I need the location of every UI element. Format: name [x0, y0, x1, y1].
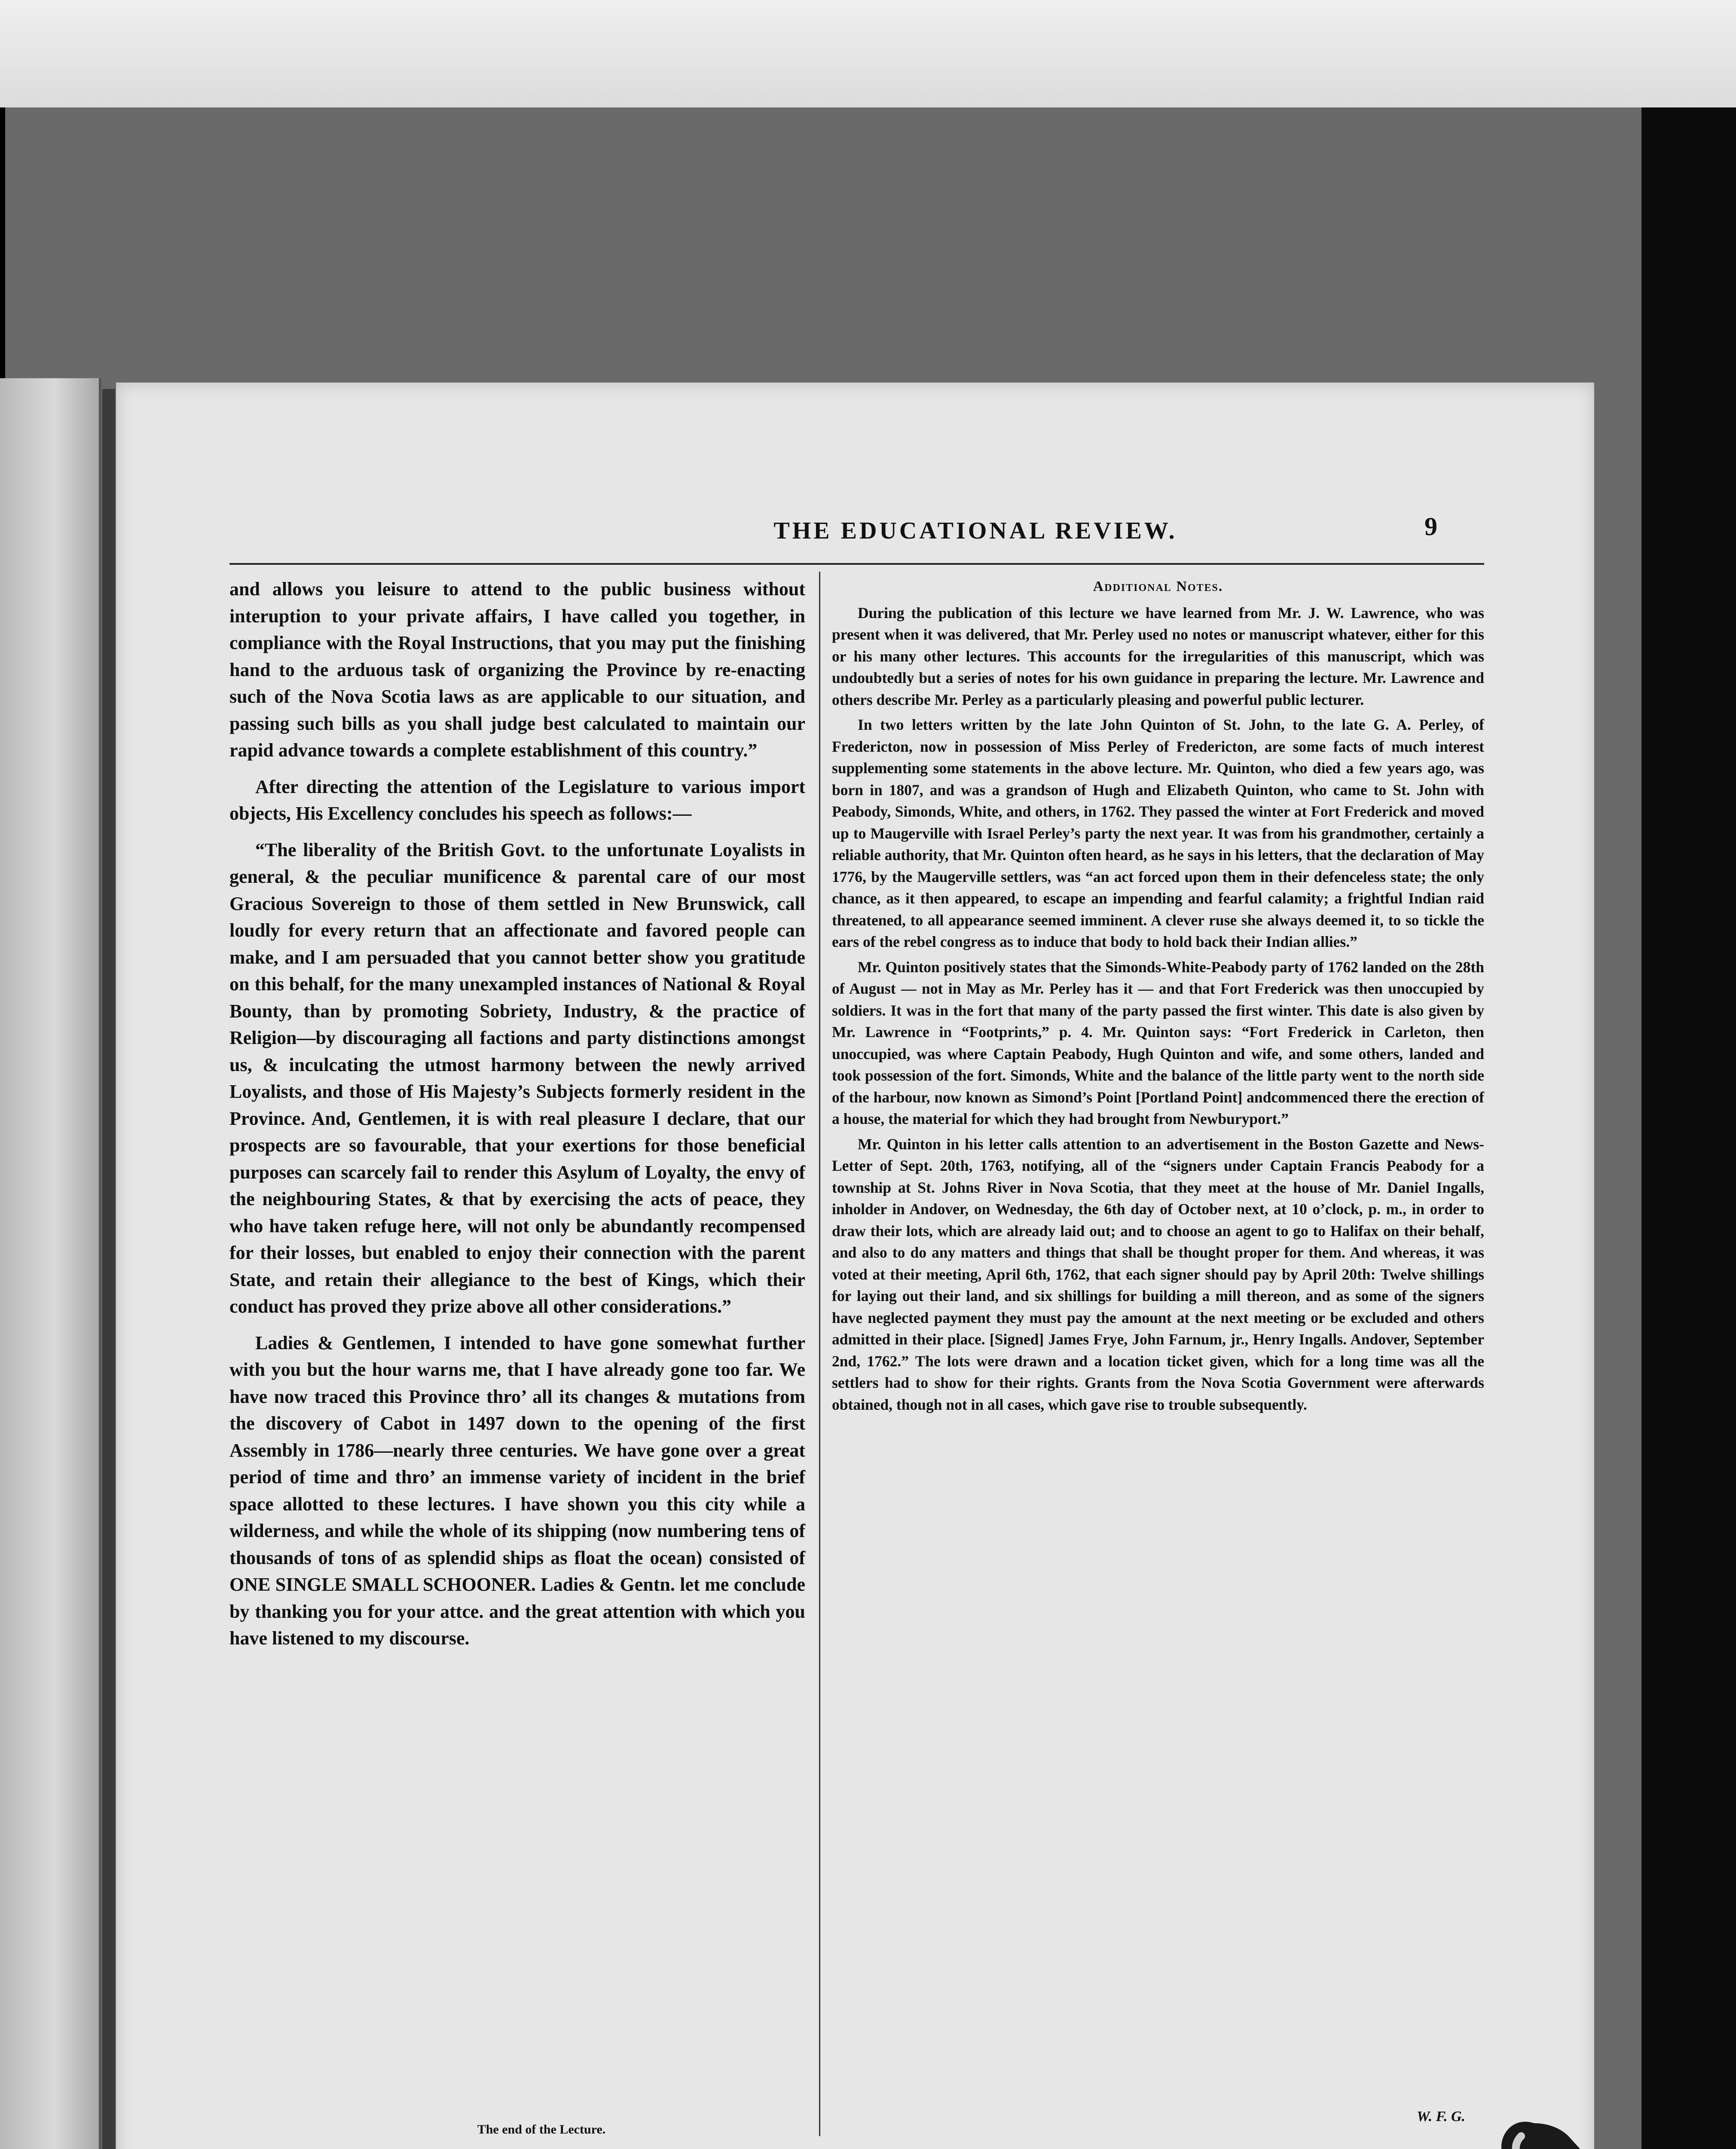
end-of-lecture-note: The end of the Lecture. — [477, 2122, 606, 2137]
right-paragraph: In two letters written by the late John Quinton of St. John, to the late G. A. Perley, of Fredericton, now in possession of Miss Perley of Fredericton, are some facts of much interest supplementing some statements in the above lecture. Mr. Quinton, who died a few years ago, was born in 1807, and was a grandson of Hugh and Elizabeth Quinton, who came to St. John with Peabody, Simonds, White, and others, in 1762. They passed the winter at Fort Frederick and moved up to Maugerville with Israel Perley’s party the next year. It was from his grandmother, certainly a reliable authority, that Mr. Quinton often heard, as he says in his letters, that the declaration of May 1776, by the Maugerville settlers, was “an act forced upon them in their defenceless state; the only chance, as it then appeared, to escape an impending and fearful calamity; a frightful Indian raid threatened, to all appearance seemed imminent. A clever ruse she always deemed it, to so tickle the ears of the rebel congress as to induce that body to hold back their Indian allies.” — [832, 716, 1484, 950]
left-paragraph: After directing the attention of the Legislature to various import objects, His Excellency concludes his speech as follows:— — [229, 776, 805, 824]
left-column — [229, 576, 805, 1652]
column-divider — [819, 572, 820, 2136]
page-title: THE EDUCATIONAL REVIEW. — [773, 517, 1177, 544]
left-paragraph: and allows you leisure to attend to the public business without interuption to your private affairs, I have called you together, in compliance with the Royal Instructions, that you may put the finishing hand to the arduous task of organizing the Province by re-enacting such of the Nova Scotia laws as are applicable to our situation, and passing such bills as you shall judge best calculated to maintain our rapid advance towards a complete establishment of this country.” — [229, 579, 805, 761]
previous-page-edge — [0, 378, 101, 2149]
right-paragraph: Mr. Quinton positively states that the Simonds-White-Peabody party of 1762 landed on the 28th of August — not in May as Mr. Perley has it — and that Fort Frederick was then unoccupied by soldiers. It was in the fort that many of the party passed the first winter. This date is also given by Mr. Lawrence in “Footprints,” p. 4. Mr. Quinton says: “Fort Frederick in Carleton, then unoccupied, was where Captain Peabody, Hugh Quinton and wife, and some others, landed and took possession of the fort. Simonds, White and the balance of the little party went to the north side of the harbour, now known as Simond’s Point [Portland Point] andcommenced there the erection of a house, the material for which they had brought from Newburyport.” — [832, 958, 1484, 1127]
newspaper-page — [116, 383, 1594, 2149]
left-paragraph: “The liberality of the British Govt. to the unfortunate Loyalists in general, & the peculiar munificence & parental care of our most Gracious Sovereign to those of them settled in New Brunswick, call loudly for every return that an affectionate and favored people can make, and I am persuaded that you cannot better show you gratitude on this behalf, for the many unexampled instances of National & Royal Bounty, than by promoting Sobriety, Industry, & the practice of Religion—by discouraging all factions and party distinctions amongst us, & inculcating the utmost harmony between the newly arrived Loyalists, and those of His Majesty’s Subjects formerly resident in the Province. And, Gentlemen, it is with real pleasure I declare, that our prospects are so favourable, that your exertions for those beneficial purposes can scarcely fail to render this Asylum of Loyalty, the envy of the neighbouring States, & that by exercising the acts of peace, they who have taken refuge here, will not only be abundantly recompensed for their losses, but enabled to enjoy their connection with the parent State, and retain their allegiance to the best of Kings, which their conduct has proved they prize above all other considerations.” — [229, 839, 805, 1317]
scan-top-band — [0, 0, 1736, 107]
page-number: 9 — [1424, 512, 1437, 541]
page-header — [503, 511, 1491, 550]
header-rule — [229, 563, 1484, 565]
right-paragraph: Mr. Quinton in his letter calls attention to an advertisement in the Boston Gazette and News-Letter of Sept. 20th, 1763, notifying, all of the “signers under Captain Francis Peabody for a township at St. Johns River in Nova Scotia, that they meet at the house of Mr. Daniel Ingalls, inholder in Andover, on Wednesday, the 6th day of October next, at 10 o’clock, p. m., in order to draw their lots, which are already laid out; and to choose an agent to go to Halifax on their behalf, and also to do any matters and things that shall be thought proper for them. And whereas, it was voted at their meeting, April 6th, 1762, that each signer should pay by April 20th: Twelve shillings for laying out their land, and six shillings for building a mill thereon, and as some of the signers have neglected payment they must pay the amount at the next meeting or be excluded and others admitted in their place. [Signed] James Frye, John Farnum, jr., Henry Ingalls. Andover, September 2nd, 1762.” The lots were drawn and a location ticket given, which for a long time was all the settlers had to show for their rights. Grants from the Nova Scotia Government were afterwards obtained, though not in all cases, which gave rise to trouble subsequently. — [832, 1135, 1484, 1413]
page-gutter-shadow — [102, 389, 115, 2149]
right-column — [832, 576, 1484, 1415]
pen-tip-object — [1482, 2097, 1736, 2149]
author-signature: W. F. G. — [1416, 2109, 1465, 2125]
notes-heading: Additional Notes. — [1093, 579, 1223, 594]
right-paragraph: During the publication of this lecture we have learned from Mr. J. W. Lawrence, who was present when it was delivered, that Mr. Perley used no notes or manuscript whatever, either for this or his many other lectures. This accounts for the irregularities of this manuscript, which was undoubtedly but a series of notes for his own guidance in preparing the lecture. Mr. Lawrence and others describe Mr. Perley as a particularly pleasing and powerful public lecturer. — [832, 604, 1484, 708]
left-paragraph: Ladies & Gentlemen, I intended to have gone somewhat further with you but the hour warns me, that I have already gone too far. We have now traced this Province thro’ all its changes & mutations from the discovery of Cabot in 1497 down to the opening of the first Assembly in 1786—nearly three centuries. We have gone over a great period of time and thro’ an immense variety of incident in the brief space allotted to these lectures. I have shown you this city while a wilderness, and while the whole of its shipping (now numbering tens of thousands of tons of as splendid ships as float the ocean) consisted of ONE SINGLE SMALL SCHOONER. Ladies & Gentn. let me conclude by thanking you for your attce. and the great attention with which you have listened to my discourse. — [229, 1332, 805, 1649]
